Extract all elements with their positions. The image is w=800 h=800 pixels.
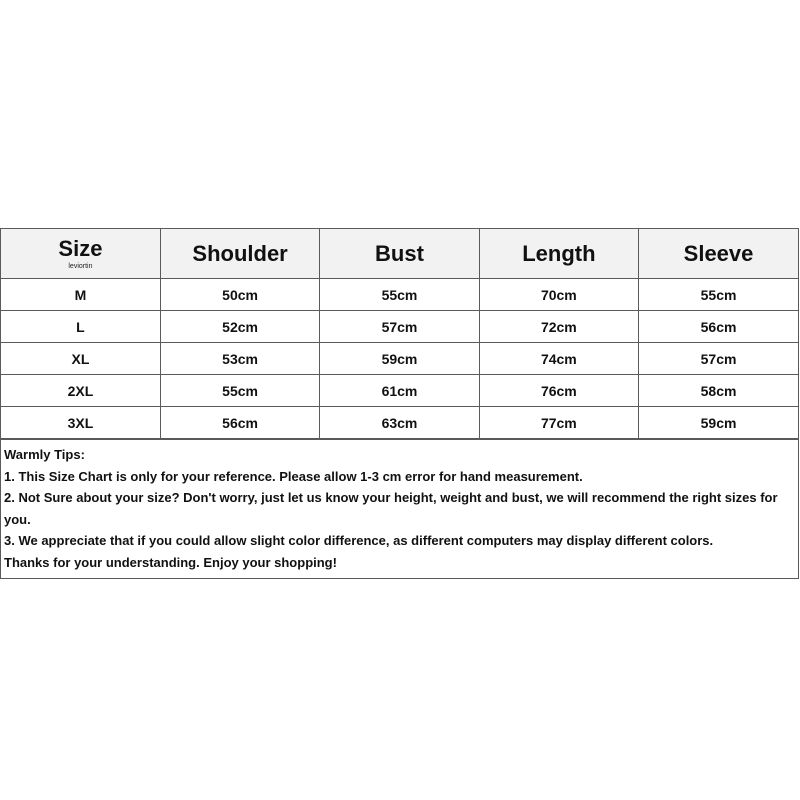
tips-line: 1. This Size Chart is only for your reference. Please allow 1-3 cm error for hand measurement. — [4, 468, 583, 484]
header-shoulder: Shoulder — [160, 229, 319, 279]
length-cell: 70cm — [479, 279, 638, 311]
shoulder-cell: 55cm — [160, 375, 319, 407]
size-cell: 2XL — [1, 375, 160, 407]
length-cell: 77cm — [479, 407, 638, 439]
sleeve-cell: 56cm — [639, 311, 798, 343]
header-size: Size — [58, 235, 103, 261]
tips-line: 2. Not Sure about your size? Don't worry, just let us know your height, weight and bust, we will recommend the right sizes for you. — [4, 490, 778, 527]
sleeve-cell: 59cm — [639, 407, 798, 439]
tips-section — [1, 439, 798, 578]
sleeve-cell: 55cm — [639, 279, 798, 311]
table-row — [1, 311, 798, 343]
sleeve-cell: 58cm — [639, 375, 798, 407]
table-row — [1, 375, 798, 407]
brand-label: leviortin — [68, 262, 93, 270]
size-table — [1, 229, 798, 439]
header-size-cell — [1, 229, 160, 279]
bust-cell: 61cm — [320, 375, 479, 407]
bust-cell: 57cm — [320, 311, 479, 343]
shoulder-cell: 56cm — [160, 407, 319, 439]
table-header-row — [1, 229, 798, 279]
size-cell: M — [1, 279, 160, 311]
header-bust: Bust — [320, 229, 479, 279]
length-cell: 72cm — [479, 311, 638, 343]
bust-cell: 55cm — [320, 279, 479, 311]
size-chart — [0, 228, 799, 579]
size-cell: 3XL — [1, 407, 160, 439]
sleeve-cell: 57cm — [639, 343, 798, 375]
tips-line: Thanks for your understanding. Enjoy your shopping! — [4, 554, 337, 570]
table-row — [1, 343, 798, 375]
table-row — [1, 279, 798, 311]
bust-cell: 63cm — [320, 407, 479, 439]
shoulder-cell: 50cm — [160, 279, 319, 311]
size-cell: L — [1, 311, 160, 343]
bust-cell: 59cm — [320, 343, 479, 375]
tips-title: Warmly Tips: — [4, 447, 85, 462]
tips-line: 3. We appreciate that if you could allow slight color difference, as different computers may display different colors. — [4, 533, 714, 548]
length-cell: 74cm — [479, 343, 638, 375]
size-cell: XL — [1, 343, 160, 375]
shoulder-cell: 52cm — [160, 311, 319, 343]
length-cell: 76cm — [479, 375, 638, 407]
table-row — [1, 407, 798, 439]
shoulder-cell: 53cm — [160, 343, 319, 375]
header-sleeve: Sleeve — [639, 229, 798, 279]
header-length: Length — [479, 229, 638, 279]
